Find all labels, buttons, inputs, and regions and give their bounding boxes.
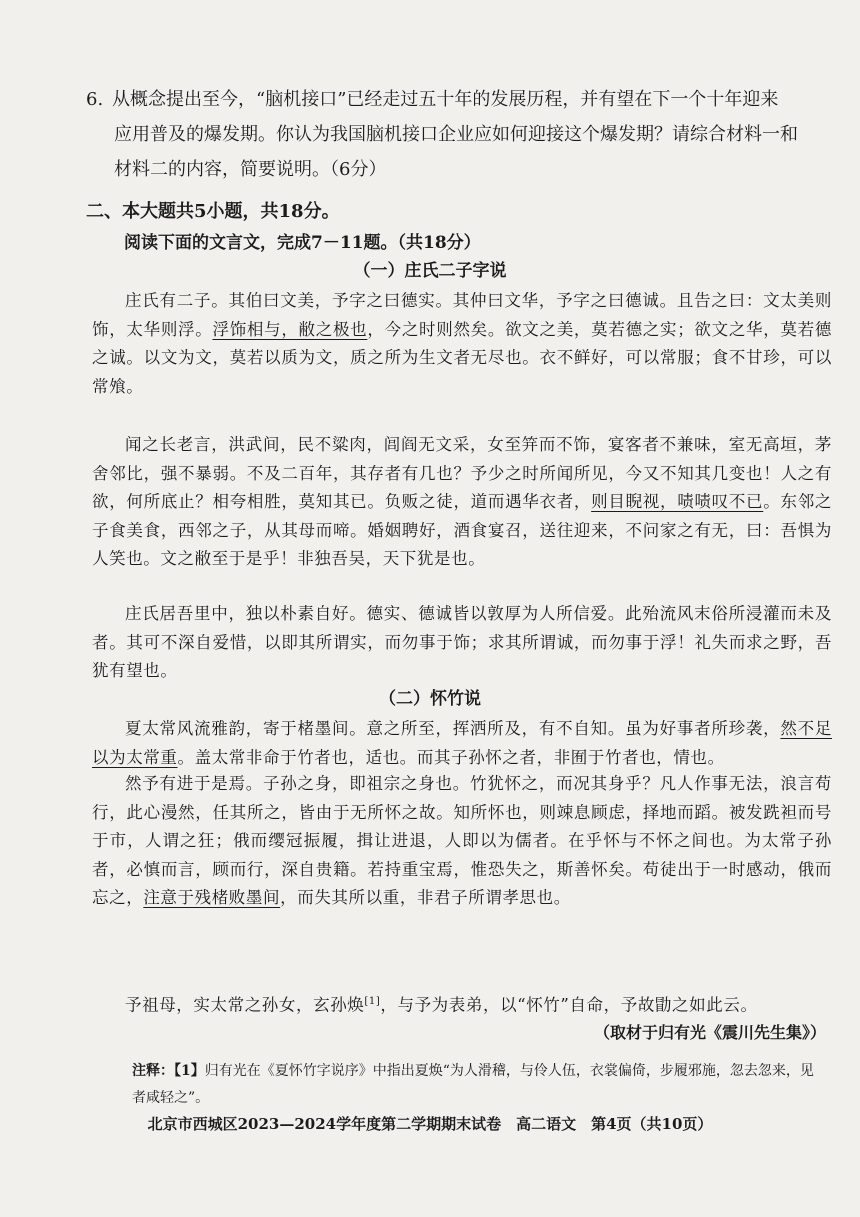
text-1-paragraph-3 bbox=[92, 600, 832, 686]
underlined-phrase-1: 浮饰相与，敝之极也 bbox=[212, 319, 368, 339]
underlined-phrase-3: 然不足以为太常重 bbox=[92, 719, 832, 767]
text-1-para3: 庄氏居吾里中，独以朴素自好。德实、德诚皆以敦厚为人所信爱。此殆流风末俗所浸灌而未及者。其可不深自爱惜，以即其所谓实，而勿事于饰；求其所谓诚，而勿事于浮！礼失而求之野，吾犹有望也。 bbox=[92, 604, 832, 681]
question-number: 6. bbox=[86, 89, 104, 110]
text-1-paragraph-2 bbox=[92, 431, 832, 574]
note-label: 注释： bbox=[132, 1063, 174, 1079]
text-2-para1-b: 。盖太常非命于竹者也，适也。而其子孙怀之者，非囿于竹者也，情也。 bbox=[177, 747, 725, 767]
text-2-title: （二）怀竹说 bbox=[379, 689, 481, 709]
question-6-line2: 应用普及的爆发期。你认为我国脑机接口企业应如何迎接这个爆发期？请综合材料一和 bbox=[114, 124, 798, 145]
text-1-para1-b: ，今之时则然矣。欲文之美，莫若德之实；欲文之华，莫若德之诚。以文为文，莫若以质为文，质之所为生文者无尽也。衣不鲜好，可以常服；食不甘珍，可以常飧。 bbox=[92, 319, 832, 396]
text-1-title: （一）庄氏二子字说 bbox=[353, 261, 507, 281]
note-number: 【1】 bbox=[174, 1063, 205, 1079]
source-citation: （取材于归有光《震川先生集》） bbox=[593, 1023, 826, 1042]
footnote bbox=[132, 1058, 822, 1112]
question-6-line1: 从概念提出至今，“脑机接口”已经走过五十年的发展历程，并有望在下一个十年迎来 bbox=[112, 89, 779, 110]
text-1-para2-a: 闻之长老言，洪武间，民不粱肉，闾阎无文采，女至笄而不饰，宴客者不兼味，室无高垣，茅舍邻比，强不暴弱。不及二百年，其存者有几也？予少之时所闻所见，今又不知其几变也！人之有欲，何所底止？相夸相胜，莫知其已。负贩之徒，道而遇华衣者， bbox=[92, 435, 832, 512]
text-2-para3-a: 予祖母，实太常之孙女，玄孙焕 bbox=[125, 995, 365, 1015]
section-2-heading: 二、本大题共5小题，共18分。 bbox=[86, 201, 340, 222]
footnote-marker: [1] bbox=[364, 996, 381, 1007]
text-2-para2-a: 然予有进于是焉。子孙之身，即祖宗之身也。竹犹怀之，而况其身乎？凡人作事无法，浪言苟行，此心漫然，任其所之，皆由于无所怀之故。知所怀也，则竦息顾虑，择地而蹈。被发跣袒而号于市，人谓之狂；俄而缨冠振履，揖让进退，人即以为儒者。在乎怀与不怀之间也。为太常子孙者，必慎而言，顾而行，深自贵籍。若持重宝焉，惟恐失之，斯善怀矣。苟徒出于一时感动，俄而忘之， bbox=[92, 774, 832, 908]
text-2-paragraph-1 bbox=[92, 715, 832, 772]
page-footer: 北京市西城区2023—2024学年度第二学期期末试卷 高二语文 第4页（共10页） bbox=[147, 1115, 713, 1133]
underlined-phrase-2: 则目睨视，啧啧叹不已 bbox=[591, 492, 764, 512]
text-1-para2-b: 。东邻之子食美食，西邻之子，从其母而啼。婚姻聘好，酒食宴召，送往迎来，不问家之有无，曰：吾惧为人笑也。文之敝至于是乎！非独吾吴，天下犹是也。 bbox=[92, 492, 833, 569]
text-2-para3-b: ，与予为表弟，以“怀竹”自命，予故勖之如此云。 bbox=[380, 995, 758, 1015]
text-2-para1-a: 夏太常风流雅韵，寄于楮墨间。意之所至，挥洒所及，有不自知。虽为好事者所珍袭， bbox=[125, 719, 781, 738]
underlined-phrase-4: 注意于残楮败墨间 bbox=[143, 888, 281, 908]
section-2-instruction: 阅读下面的文言文，完成7－11题。（共18分） bbox=[124, 233, 481, 253]
text-2-para2-b: ，而失其所以重，非君子所谓孝思也。 bbox=[280, 888, 571, 908]
text-2-paragraph-3 bbox=[92, 988, 832, 1020]
note-text: 归有光在《夏怀竹字说序》中指出夏焕“为人滑稽，与伶人伍，衣裳偏倚，步履邪施，忽去忽来，见者咸轻之”。 bbox=[132, 1063, 814, 1106]
question-6 bbox=[86, 82, 830, 187]
text-2-paragraph-2 bbox=[92, 770, 832, 913]
text-1-paragraph-1 bbox=[92, 287, 832, 401]
text-1-para1-a: 庄氏有二子。其伯曰文美，予字之曰德实。其仲曰文华，予字之曰德诚。且告之曰：文太美则饰，太华则浮。 bbox=[92, 291, 832, 339]
question-6-line3: 材料二的内容，简要说明。（6分） bbox=[114, 159, 387, 180]
